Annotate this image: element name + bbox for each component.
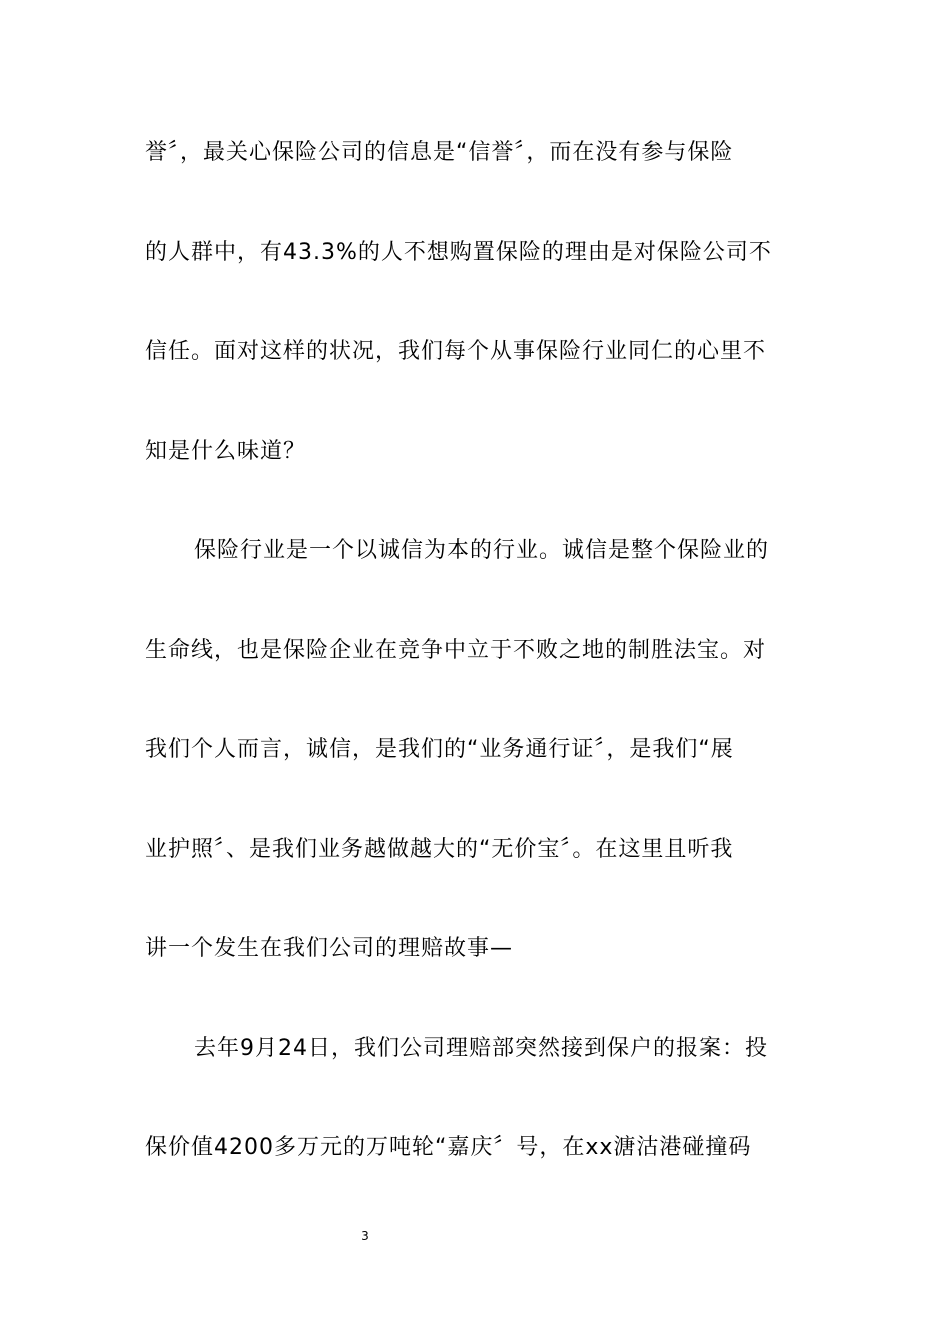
text-line: 业护照〞、是我们业务越做越大的“无价宝〞。在这里且听我 [145, 837, 734, 862]
text-line: 生命线，也是保险企业在竞争中立于不败之地的制胜法宝。对 [145, 638, 767, 663]
text-line: 知是什么味道？ [145, 439, 307, 464]
text-line: 信任。面对这样的状况，我们每个从事保险行业同仁的心里不 [145, 339, 767, 364]
text-line: 我们个人而言，诚信，是我们的“业务通行证〞，是我们“展 [145, 737, 734, 762]
text-line: 保价值4200多万元的万吨轮“嘉庆〞号，在xx溏沽港碰撞码 [145, 1135, 752, 1160]
page-number: 3 [361, 1229, 369, 1243]
text-line: 的人群中，有43.3%的人不想购置保险的理由是对保险公司不 [145, 240, 772, 265]
text-line: 讲一个发生在我们公司的理赔故事— [145, 936, 514, 961]
paragraph-first-line: 保险行业是一个以诚信为本的行业。诚信是整个保险业的 [194, 538, 770, 563]
paragraph-first-line: 去年9月24日，我们公司理赔部突然接到保户的报案：投 [194, 1036, 768, 1061]
text-line: 誉〞，最关心保险公司的信息是“信誉〞，而在没有参与保险 [145, 140, 734, 165]
